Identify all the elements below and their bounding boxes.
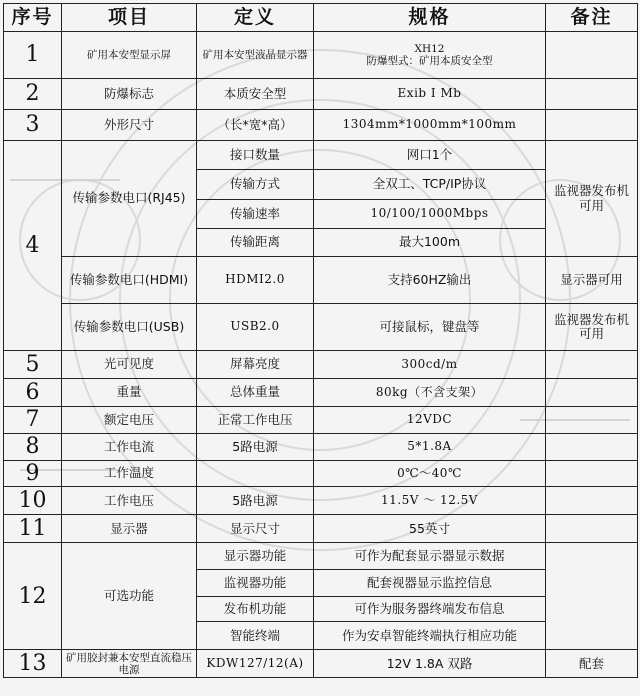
note-cell <box>546 110 638 141</box>
item-cell: 可选功能 <box>62 543 197 650</box>
table-row <box>4 543 638 570</box>
item-cell: 额定电压 <box>62 407 197 434</box>
spec-cell: 12V 1.8A 双路 <box>314 650 546 678</box>
header-item: 项目 <box>62 4 197 32</box>
table-row <box>4 487 638 515</box>
spec-cell: Exib I Mb <box>314 79 546 110</box>
note-cell <box>546 461 638 487</box>
seq-cell: 2 <box>4 79 62 110</box>
table-row <box>4 304 638 351</box>
definition-cell: 传输速率 <box>197 200 314 229</box>
seq-cell: 4 <box>4 141 62 351</box>
spec-cell: 最大100m <box>314 229 546 257</box>
spec-cell: 配套视器显示监控信息 <box>314 570 546 597</box>
seq-cell: 8 <box>4 434 62 461</box>
spec-cell: 0℃～40℃ <box>314 461 546 487</box>
header-seq: 序号 <box>4 4 62 32</box>
item-cell: 传输参数电口(USB) <box>62 304 197 351</box>
definition-cell: 正常工作电压 <box>197 407 314 434</box>
note-cell <box>546 515 638 543</box>
spec-cell <box>314 32 546 79</box>
spec-cell: 11.5V ～ 12.5V <box>314 487 546 515</box>
definition-cell: 监视器功能 <box>197 570 314 597</box>
note-cell <box>546 434 638 461</box>
spec-cell: 80kg（不含支架） <box>314 379 546 407</box>
table-row <box>4 257 638 304</box>
header-definition: 定义 <box>197 4 314 32</box>
seq-cell: 11 <box>4 515 62 543</box>
item-cell: 工作电流 <box>62 434 197 461</box>
definition-cell: USB2.0 <box>197 304 314 351</box>
spec-cell: 作为安卓智能终端执行相应功能 <box>314 622 546 650</box>
table-row <box>4 434 638 461</box>
table-row <box>4 515 638 543</box>
definition-cell: 矿用本安型液晶显示器 <box>197 32 314 79</box>
note-cell <box>546 407 638 434</box>
item-cell: 显示器 <box>62 515 197 543</box>
definition-cell: 总体重量 <box>197 379 314 407</box>
item-cell: 重量 <box>62 379 197 407</box>
spec-cell: 55英寸 <box>314 515 546 543</box>
definition-cell: 传输距离 <box>197 229 314 257</box>
definition-cell: 发布机功能 <box>197 597 314 622</box>
definition-cell: 屏幕亮度 <box>197 351 314 379</box>
table-row <box>4 650 638 678</box>
item-cell: 光可见度 <box>62 351 197 379</box>
definition-cell: KDW127/12(A) <box>197 650 314 678</box>
spec-cell: 1304mm*1000mm*100mm <box>314 110 546 141</box>
definition-cell: 智能终端 <box>197 622 314 650</box>
seq-cell: 13 <box>4 650 62 678</box>
item-cell: 传输参数电口(RJ45) <box>62 141 197 257</box>
item-cell: 工作电压 <box>62 487 197 515</box>
seq-cell: 3 <box>4 110 62 141</box>
definition-cell: 5路电源 <box>197 434 314 461</box>
definition-cell: 传输方式 <box>197 170 314 200</box>
spec-cell: 支持60HZ输出 <box>314 257 546 304</box>
seq-cell: 9 <box>4 461 62 487</box>
spec-cell: 12VDC <box>314 407 546 434</box>
spec-cell: 网口1个 <box>314 141 546 170</box>
note-cell: 显示器可用 <box>546 257 638 304</box>
item-cell: 传输参数电口(HDMI) <box>62 257 197 304</box>
note-cell <box>546 543 638 650</box>
table-row <box>4 407 638 434</box>
item-cell: 矿用本安型显示屏 <box>62 32 197 79</box>
definition-cell: 5路电源 <box>197 487 314 515</box>
definition-cell: HDMI2.0 <box>197 257 314 304</box>
seq-cell: 12 <box>4 543 62 650</box>
header-spec: 规格 <box>314 4 546 32</box>
spec-cell: 可接鼠标，键盘等 <box>314 304 546 351</box>
spec-cell: 5*1.8A <box>314 434 546 461</box>
item-cell: 外形尺寸 <box>62 110 197 141</box>
definition-cell: 显示器功能 <box>197 543 314 570</box>
seq-cell: 7 <box>4 407 62 434</box>
table-row <box>4 141 638 170</box>
note-cell <box>546 32 638 79</box>
spec-cell: 可作为服务器终端发布信息 <box>314 597 546 622</box>
table-row <box>4 379 638 407</box>
seq-cell: 10 <box>4 487 62 515</box>
spec-model: XH12 <box>414 42 445 55</box>
spec-cell: 可作为配套显示器显示数据 <box>314 543 546 570</box>
definition-cell: （长*宽*高） <box>197 110 314 141</box>
note-cell <box>546 351 638 379</box>
seq-cell: 1 <box>4 32 62 79</box>
table-row <box>4 351 638 379</box>
spec-cell: 10/100/1000Mbps <box>314 200 546 229</box>
item-cell: 工作温度 <box>62 461 197 487</box>
note-cell: 监视器发布机可用 <box>546 304 638 351</box>
note-cell: 监视器发布机可用 <box>546 141 638 257</box>
table-row <box>4 79 638 110</box>
definition-cell: 显示尺寸 <box>197 515 314 543</box>
header-row <box>4 4 638 32</box>
spec-table <box>3 3 638 678</box>
header-note: 备注 <box>546 4 638 32</box>
item-cell: 防爆标志 <box>62 79 197 110</box>
item-cell: 矿用胶封兼本安型直流稳压电源 <box>62 650 197 678</box>
table-row <box>4 461 638 487</box>
note-cell: 配套 <box>546 650 638 678</box>
spec-cell: 300cd/m <box>314 351 546 379</box>
spec-explosion-type: 防爆型式：矿用本质安全型 <box>366 55 493 67</box>
seq-cell: 5 <box>4 351 62 379</box>
seq-cell: 6 <box>4 379 62 407</box>
note-cell <box>546 79 638 110</box>
table-row <box>4 110 638 141</box>
definition-cell: 本质安全型 <box>197 79 314 110</box>
definition-cell: 接口数量 <box>197 141 314 170</box>
definition-cell <box>197 461 314 487</box>
spec-cell: 全双工、TCP/IP协议 <box>314 170 546 200</box>
table-row <box>4 32 638 79</box>
note-cell <box>546 379 638 407</box>
note-cell <box>546 487 638 515</box>
